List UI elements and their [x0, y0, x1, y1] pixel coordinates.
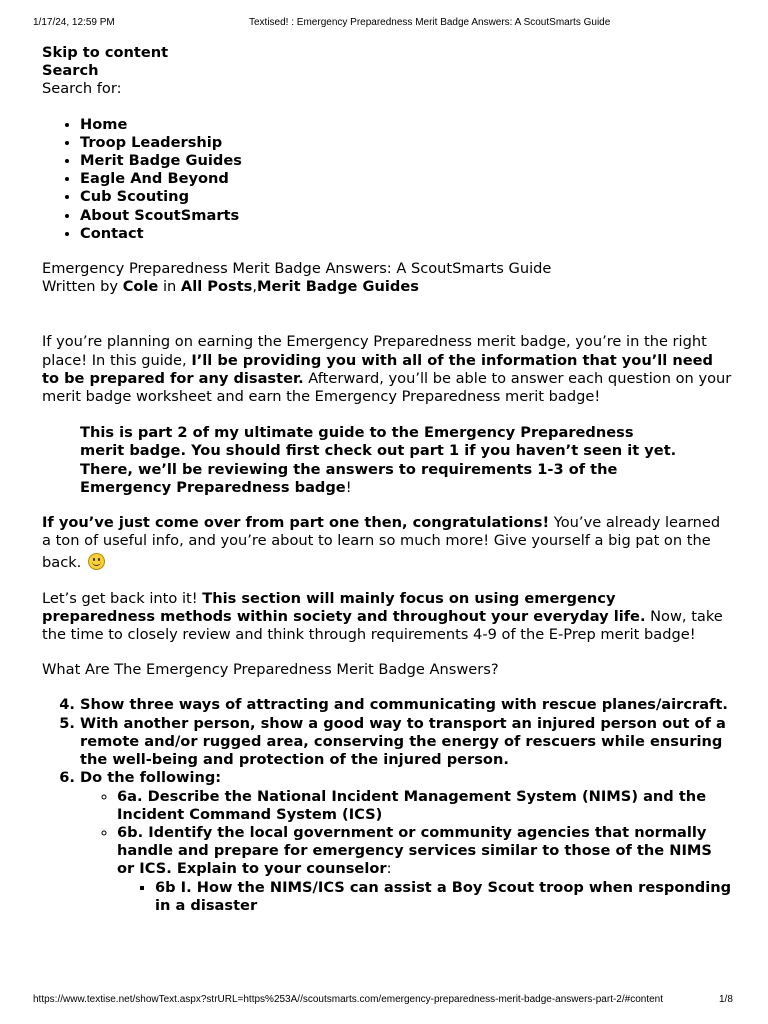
- requirement-6-text: Do the following:: [80, 769, 222, 787]
- main-nav: [42, 116, 732, 243]
- focus-bold: This section will mainly focus on using emergency preparedness methods within society and throughout your everyday life.: [42, 589, 646, 625]
- requirement-5: 5. With another person, show a good way to transport an injured person out of a remote and/or rugged area, conserving the energy of rescuers while ensuring the well-being and protection of the injured person.: [80, 715, 732, 770]
- byline-prefix: Written by: [42, 278, 123, 296]
- category-link-all-posts[interactable]: All Posts: [180, 278, 253, 296]
- quote-end: !: [345, 478, 352, 496]
- nav-item-about[interactable]: [80, 207, 732, 225]
- print-url: https://www.textise.net/showText.aspx?strURL=https%253A//scoutsmarts.com/emergency-preparedness-merit-badge-answers-part-2/#content: [33, 994, 663, 1005]
- nav-link[interactable]: Cub Scouting: [80, 188, 190, 206]
- nav-item-cub-scouting[interactable]: [80, 188, 732, 206]
- print-page-title: Textised! : Emergency Preparedness Merit Badge Answers: A ScoutSmarts Guide: [249, 17, 611, 28]
- byline: [42, 278, 732, 296]
- requirement-6b-sublist: [117, 879, 732, 915]
- intro-text-end: Afterward, you’ll be able to answer each question on your merit badge worksheet and earn the Emergency Preparedness merit badge!: [42, 369, 732, 406]
- nav-link[interactable]: Eagle And Beyond: [80, 170, 229, 188]
- requirement-6-sublist: [80, 788, 732, 915]
- congrats-text: You’ve already learned a ton of useful info, and you’re about to learn so much more! Give yourself a big pat on the back.: [42, 514, 721, 572]
- nav-link[interactable]: Contact: [80, 224, 144, 242]
- intro-text: If you’re planning on earning the Emergency Preparedness merit badge, you’re in the right place! In this guide,: [42, 333, 707, 369]
- nav-item-contact[interactable]: [80, 225, 732, 243]
- paragraph-focus: [42, 590, 732, 645]
- page-content: [42, 44, 732, 915]
- requirement-6b-colon: :: [386, 860, 392, 878]
- requirement-6b-i: ▪ 6b I. How the NIMS/ICS can assist a Boy Scout troop when responding in a disaster: [155, 879, 732, 915]
- nav-link[interactable]: About ScoutSmarts: [80, 206, 240, 224]
- requirement-6b-text: 6b. Identify the local government or community agencies that normally handle and prepare for emergency services similar to those of the NIMS or ICS. Explain to your counselor: [117, 823, 712, 878]
- print-header: [0, 17, 768, 31]
- print-datetime: 1/17/24, 12:59 PM: [33, 17, 115, 28]
- focus-text: Let’s get back into it!: [42, 589, 203, 607]
- blockquote: [80, 424, 680, 497]
- requirement-4: 4. Show three ways of attracting and communicating with rescue planes/aircraft.: [80, 696, 732, 714]
- skip-to-content-link[interactable]: Skip to content: [42, 44, 169, 61]
- print-page-number: 1/8: [719, 994, 733, 1005]
- nav-item-eagle-and-beyond[interactable]: [80, 170, 732, 188]
- nav-item-home[interactable]: [80, 116, 732, 134]
- requirements-list: [42, 696, 732, 914]
- nav-link[interactable]: Troop Leadership: [80, 133, 223, 151]
- search-link[interactable]: Search: [42, 62, 99, 80]
- article-title: Emergency Preparedness Merit Badge Answers: A ScoutSmarts Guide: [42, 260, 552, 278]
- search-for-label: Search for:: [42, 80, 122, 98]
- category-link-merit-badge-guides[interactable]: Merit Badge Guides: [257, 278, 419, 296]
- focus-text-end: Now, take the time to closely review and think through requirements 4-9 of the E-Prep merit badge!: [42, 607, 723, 644]
- section-heading: What Are The Emergency Preparedness Merit Badge Answers?: [42, 661, 499, 679]
- byline-in: in: [158, 278, 181, 296]
- requirement-6b: [117, 824, 732, 915]
- nav-item-merit-badge-guides[interactable]: [80, 152, 732, 170]
- nav-item-troop-leadership[interactable]: [80, 134, 732, 152]
- requirement-6a: ◦ 6a. Describe the National Incident Management System (NIMS) and the Incident Command System (ICS): [117, 788, 732, 824]
- intro-bold: I’ll be providing you with all of the information that you’ll need to be prepared for any disaster.: [42, 351, 713, 387]
- author-link[interactable]: Cole: [122, 278, 159, 296]
- smiley-face-icon: [88, 553, 105, 570]
- congrats-bold: If you’ve just come over from part one then, congratulations!: [42, 514, 550, 532]
- nav-link[interactable]: Home: [80, 115, 128, 133]
- byline-comma: ,: [252, 278, 258, 296]
- nav-link[interactable]: Merit Badge Guides: [80, 152, 242, 170]
- print-footer: [0, 994, 768, 1008]
- paragraph-congrats: [42, 514, 732, 573]
- intro-paragraph: [42, 333, 732, 406]
- requirement-6: [80, 769, 732, 915]
- quote-text: This is part 2 of my ultimate guide to the Emergency Preparedness merit badge. You should first check out part 1 if you haven’t seen it yet. There, we’ll be reviewing the answers to requirements 1-3 of the Emergency Preparedness badge: [80, 424, 677, 496]
